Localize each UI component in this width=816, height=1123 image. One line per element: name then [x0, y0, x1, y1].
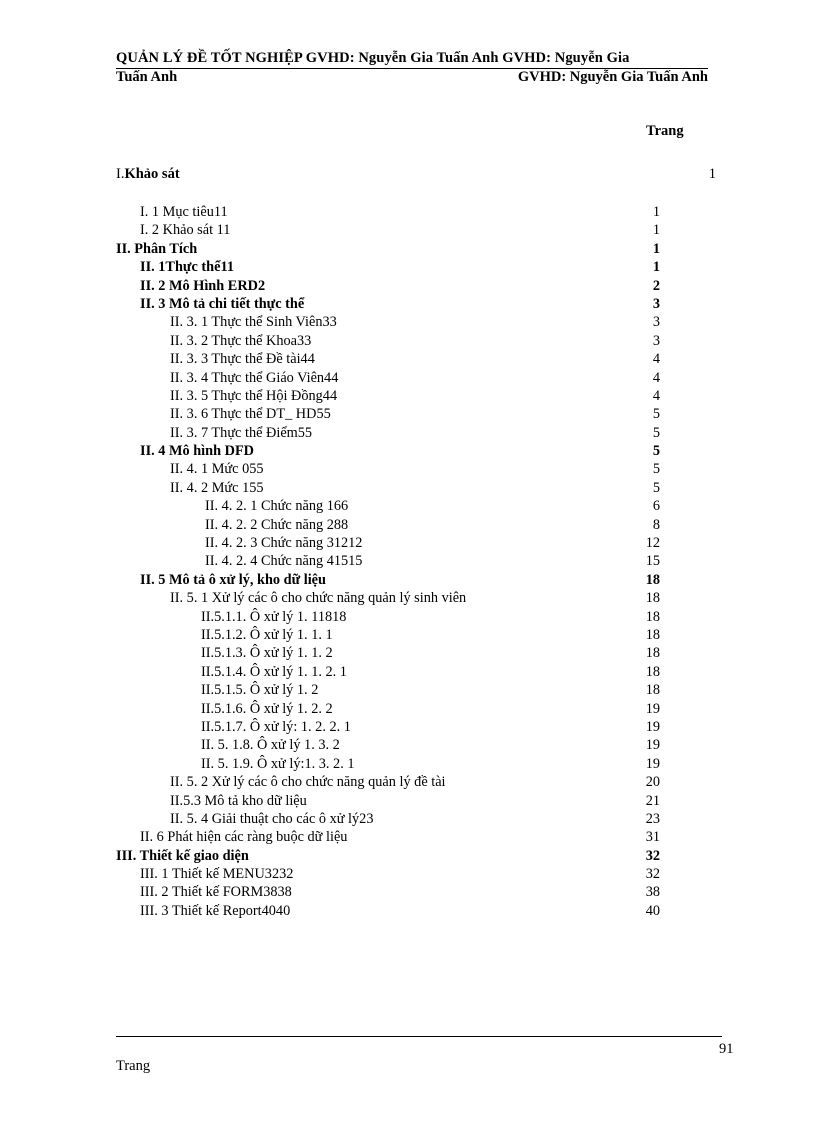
toc-entry-page: 32 [645, 866, 660, 883]
toc-entry-title: II. 6 Phát hiện các ràng buộc dữ liệu [140, 829, 348, 846]
toc-entry-page: 21 [645, 792, 660, 809]
toc-entry[interactable] [0, 608, 816, 626]
toc-entry-title: II. 3. 2 Thực thể Khoa33 [170, 332, 312, 349]
toc-entry-title: II. 4. 2. 2 Chức năng 288 [205, 516, 349, 533]
toc-entry[interactable] [0, 700, 816, 718]
toc-entry-page: 8 [652, 516, 660, 533]
toc-entry[interactable] [0, 295, 816, 313]
toc-page-column-label: Trang [646, 123, 684, 139]
toc-entry[interactable] [0, 571, 816, 589]
toc-entry-page: 40 [645, 902, 660, 919]
toc-entry-title: II. Phân Tích [116, 240, 198, 257]
toc-entry-title: III. Thiết kế giao diện [116, 847, 249, 864]
toc-entry[interactable] [0, 203, 816, 221]
toc-entry[interactable] [0, 313, 816, 331]
toc-entry[interactable] [0, 387, 816, 405]
toc-entry[interactable] [0, 534, 816, 552]
toc-entry[interactable] [0, 221, 816, 239]
toc-entry[interactable] [0, 883, 816, 901]
toc-entry-title: II.5.1.5. Ô xử lý 1. 2 [201, 682, 319, 699]
running-header-title: QUẢN LÝ ĐỀ TỐT NGHIỆP GVHD: Nguyễn Gia Tuấn Anh GVHD: Nguyễn Gia [116, 50, 630, 66]
toc-entry-page: 6 [652, 498, 660, 515]
running-header-left: Tuấn Anh [116, 69, 178, 85]
toc-entry-title: II.5.3 Mô tả kho dữ liệu [170, 792, 307, 809]
toc-entry-page: 32 [645, 847, 660, 864]
toc-entry-page: 3 [652, 314, 660, 331]
toc-entry-title: II. 4. 2 Mức 155 [170, 479, 264, 496]
toc-entry[interactable] [0, 277, 816, 295]
toc-entry-page: 4 [652, 369, 660, 386]
toc-entry-page: 5 [652, 424, 660, 441]
toc-entry-page: 1 [652, 240, 660, 257]
toc-entry-title: II. 5. 1.9. Ô xử lý:1. 3. 2. 1 [201, 755, 355, 772]
toc-entry[interactable] [0, 736, 816, 754]
toc-entry-title: II.5.1.3. Ô xử lý 1. 1. 2 [201, 645, 333, 662]
toc-entry[interactable] [0, 442, 816, 460]
toc-entry-title: II. 1Thực thể11 [140, 259, 234, 276]
toc-entry[interactable] [0, 847, 816, 865]
toc-entry[interactable] [0, 902, 816, 920]
toc-entry-title: II. 4. 2. 4 Chức năng 41515 [205, 553, 363, 570]
toc-entry-title: II.5.1.7. Ô xử lý: 1. 2. 2. 1 [201, 718, 351, 735]
toc-entry-title: II. 3. 5 Thực thể Hội Đồng44 [170, 387, 338, 404]
toc-entry[interactable] [0, 755, 816, 773]
toc-entry[interactable] [0, 350, 816, 368]
toc-entry-page: 20 [645, 774, 660, 791]
toc-entry-page: 3 [652, 332, 660, 349]
toc-entry-title: I. 2 Khảo sát 11 [140, 222, 231, 239]
toc-entry-page: 18 [645, 626, 660, 643]
toc-entry[interactable] [0, 644, 816, 662]
toc-entry-title: II.5.1.1. Ô xử lý 1. 11818 [201, 608, 347, 625]
toc-entry-page: 31 [645, 829, 660, 846]
toc-entry[interactable] [0, 810, 816, 828]
toc-entry-page: 1 [652, 222, 660, 239]
footer-divider [116, 1036, 722, 1037]
toc-entry-title: II. 2 Mô Hình ERD2 [140, 277, 266, 294]
toc-entry-page: 18 [645, 645, 660, 662]
toc-entry-title: I. 1 Mục tiêu11 [140, 204, 228, 220]
toc-entry[interactable] [0, 589, 816, 607]
toc-entry-page: 1 [652, 259, 660, 276]
toc-entry-title: II.5.1.4. Ô xử lý 1. 1. 2. 1 [201, 663, 347, 680]
toc-entry-page: 18 [645, 682, 660, 699]
toc-entry-page: 4 [652, 387, 660, 404]
toc-entry[interactable] [0, 828, 816, 846]
toc-entry-page: 19 [645, 737, 660, 754]
toc-section-1 [116, 166, 716, 184]
toc-entry-page: 1 [652, 204, 660, 220]
toc-entry-title: II. 3. 3 Thực thể Đề tài44 [170, 351, 315, 368]
toc-entry-page: 5 [652, 443, 660, 460]
toc-entry-title: II. 5. 1.8. Ô xử lý 1. 3. 2 [201, 737, 340, 754]
toc-entry-page: 18 [645, 571, 660, 588]
toc-entry-title: II. 5. 4 Giải thuật cho các ô xử lý23 [170, 810, 374, 827]
toc-entry-page: 19 [645, 718, 660, 735]
running-header-line2 [116, 68, 708, 87]
toc-entry[interactable] [0, 405, 816, 423]
toc-entry-title: II. 5. 2 Xử lý các ô cho chức năng quản lý đề tài [170, 774, 446, 791]
toc-section-1-title: I.Khảo sát [116, 166, 180, 182]
toc-entry-page: 18 [645, 590, 660, 607]
toc-entry-title: II. 3. 7 Thực thể Điểm55 [170, 424, 313, 441]
toc-entry-title: II. 3. 4 Thực thể Giáo Viên44 [170, 369, 339, 386]
toc-entry-page: 5 [652, 479, 660, 496]
toc-entry-title: III. 2 Thiết kế FORM3838 [140, 884, 292, 901]
toc-entry[interactable] [0, 479, 816, 497]
toc-entry-title: III. 3 Thiết kế Report4040 [140, 902, 291, 919]
toc-entry-title: II. 5. 1 Xử lý các ô cho chức năng quản lý sinh viên [170, 590, 467, 607]
toc-entry-page: 3 [652, 295, 660, 312]
table-of-contents [0, 203, 816, 920]
toc-entry[interactable] [0, 773, 816, 791]
footer-page-number: 91 [719, 1041, 734, 1057]
toc-entry-page: 2 [652, 277, 660, 294]
toc-entry[interactable] [0, 626, 816, 644]
toc-entry[interactable] [0, 240, 816, 258]
toc-entry-title: II. 3 Mô tả chi tiết thực thể [140, 295, 305, 312]
toc-entry-title: II.5.1.2. Ô xử lý 1. 1. 1 [201, 626, 333, 643]
toc-entry-title: II. 3. 6 Thực thể DT_ HD55 [170, 406, 331, 423]
toc-entry-page: 38 [645, 884, 660, 901]
toc-entry[interactable] [0, 516, 816, 534]
toc-entry-page: 15 [645, 553, 660, 570]
toc-entry-page: 5 [652, 406, 660, 423]
toc-entry-title: II. 4. 2. 1 Chức năng 166 [205, 498, 349, 515]
toc-entry-title: II. 4. 2. 3 Chức năng 31212 [205, 535, 363, 552]
toc-entry-title: III. 1 Thiết kế MENU3232 [140, 866, 294, 883]
toc-entry-page: 4 [652, 351, 660, 368]
toc-entry[interactable] [0, 552, 816, 570]
toc-entry[interactable] [0, 332, 816, 350]
running-header-right: GVHD: Nguyễn Gia Tuấn Anh [517, 69, 708, 85]
toc-entry[interactable] [0, 258, 816, 276]
toc-entry[interactable] [0, 718, 816, 736]
toc-entry-title: II. 4 Mô hình DFD [140, 443, 254, 460]
toc-section-1-page: 1 [708, 166, 716, 182]
toc-entry-page: 18 [645, 608, 660, 625]
toc-entry[interactable] [0, 460, 816, 478]
toc-entry-page: 19 [645, 755, 660, 772]
toc-entry-title: II.5.1.6. Ô xử lý 1. 2. 2 [201, 700, 333, 717]
toc-entry[interactable] [0, 681, 816, 699]
toc-entry-page: 19 [645, 700, 660, 717]
toc-entry[interactable] [0, 663, 816, 681]
toc-entry-page: 18 [645, 663, 660, 680]
toc-entry-title: II. 3. 1 Thực thể Sinh Viên33 [170, 314, 337, 331]
toc-entry-page: 12 [645, 535, 660, 552]
toc-entry[interactable] [0, 497, 816, 515]
toc-entry[interactable] [0, 424, 816, 442]
toc-entry[interactable] [0, 865, 816, 883]
toc-entry-page: 5 [652, 461, 660, 478]
footer-label: Trang [116, 1058, 151, 1074]
toc-entry-page: 23 [645, 810, 660, 827]
toc-entry[interactable] [0, 792, 816, 810]
toc-entry-title: II. 4. 1 Mức 055 [170, 461, 264, 478]
toc-entry[interactable] [0, 369, 816, 387]
toc-entry-title: II. 5 Mô tả ô xử lý, kho dữ liệu [140, 571, 326, 588]
